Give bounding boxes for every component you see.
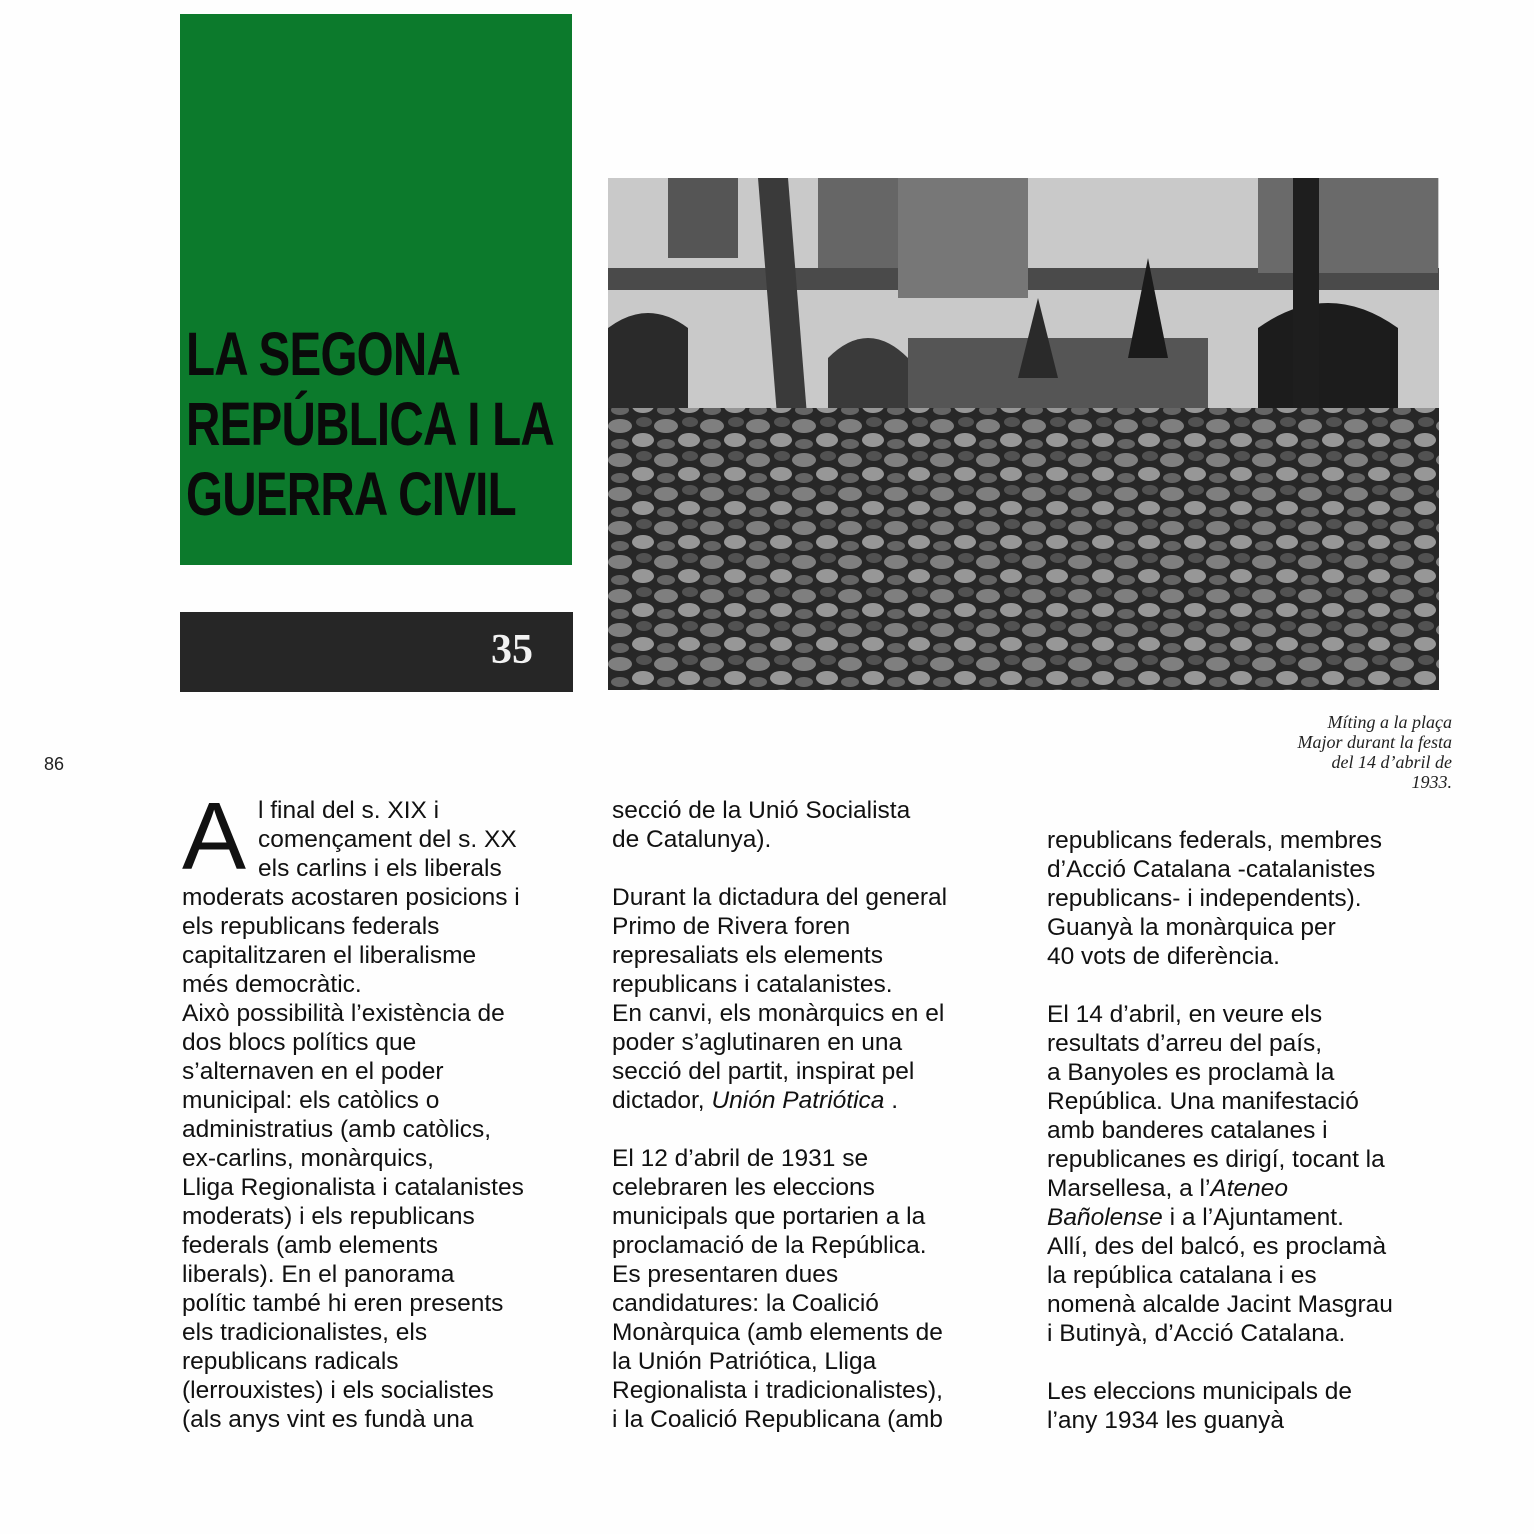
text-line: 40 vots de diferència. bbox=[1047, 943, 1280, 970]
text-line: República. Una manifestació bbox=[1047, 1088, 1359, 1115]
text-line: secció de la Unió Socialista bbox=[612, 797, 911, 824]
text-line: més democràtic. bbox=[182, 971, 362, 998]
photo-crowd-rally-icon bbox=[608, 178, 1439, 690]
text-line: dos blocs polítics que bbox=[182, 1029, 417, 1056]
text-line: ex-carlins, monàrquics, bbox=[182, 1145, 434, 1172]
text-line: moderats acostaren posicions i bbox=[182, 884, 520, 911]
text-line: (als anys vint es fundà una bbox=[182, 1406, 474, 1433]
page-number: 86 bbox=[44, 754, 65, 774]
text-line: republicanes es dirigí, tocant la bbox=[1047, 1146, 1385, 1173]
text-line: nomenà alcalde Jacint Masgrau bbox=[1047, 1291, 1393, 1318]
text-line: resultats d’arreu del país, bbox=[1047, 1030, 1323, 1057]
text-line: Allí, des del balcó, es proclamà bbox=[1047, 1233, 1387, 1260]
italic-text: Bañolense bbox=[1047, 1204, 1163, 1231]
chapter-number: 35 bbox=[491, 627, 533, 673]
text-line: republicans i catalanistes. bbox=[612, 971, 893, 998]
text-line: Monàrquica (amb elements de bbox=[612, 1319, 943, 1346]
chapter-title-line: LA SEGONA bbox=[186, 320, 461, 388]
text-line: l final del s. XIX i bbox=[258, 797, 440, 824]
text-fragment: dictador, bbox=[612, 1087, 705, 1114]
italic-text: Ateneo bbox=[1210, 1175, 1289, 1202]
text-line: moderats) i els republicans bbox=[182, 1203, 475, 1230]
text-line: Regionalista i tradicionalistes), bbox=[612, 1377, 943, 1404]
text-line bbox=[612, 1086, 947, 1115]
italic-text: Unión Patriótica bbox=[711, 1087, 885, 1114]
text-line: els carlins i els liberals bbox=[258, 855, 502, 882]
caption-line: Major durant la festa bbox=[1297, 732, 1452, 752]
chapter-title-line: GUERRA CIVIL bbox=[186, 460, 516, 528]
text-fragment: i a l’Ajuntament. bbox=[1162, 1204, 1344, 1231]
chapter-title bbox=[186, 319, 554, 529]
text-line: celebraren les eleccions bbox=[612, 1174, 875, 1201]
text-line: El 14 d’abril, en veure els bbox=[1047, 1001, 1323, 1028]
text-line: començament del s. XX bbox=[258, 826, 517, 853]
text-line: republicans- i independents). bbox=[1047, 885, 1362, 912]
photo-caption bbox=[1192, 712, 1452, 792]
drop-cap: A bbox=[182, 783, 247, 890]
text-column-3 bbox=[1047, 826, 1393, 1435]
text-line: els republicans federals bbox=[182, 913, 440, 940]
text-line: municipals que portarien a la bbox=[612, 1203, 926, 1230]
text-line: amb banderes catalanes i bbox=[1047, 1117, 1328, 1144]
text-line: la república catalana i es bbox=[1047, 1262, 1317, 1289]
text-line: liberals). En el panorama bbox=[182, 1261, 455, 1288]
chapter-title-box bbox=[180, 14, 572, 565]
text-line: represaliats els elements bbox=[612, 942, 883, 969]
text-line: federals (amb elements bbox=[182, 1232, 439, 1259]
text-line bbox=[1047, 1174, 1393, 1203]
text-line: s’alternaven en el poder bbox=[182, 1058, 444, 1085]
text-line: municipal: els catòlics o bbox=[182, 1087, 440, 1114]
text-line: candidatures: la Coalició bbox=[612, 1290, 879, 1317]
text-line: els tradicionalistes, els bbox=[182, 1319, 428, 1346]
text-line: poder s’aglutinaren en una bbox=[612, 1029, 903, 1056]
caption-line: 1933. bbox=[1411, 772, 1452, 792]
text-column-1 bbox=[182, 783, 524, 1434]
text-fragment: Marsellesa, a l’ bbox=[1047, 1175, 1211, 1202]
text-line: republicans radicals bbox=[182, 1348, 399, 1375]
caption-line: del 14 d’abril de bbox=[1331, 752, 1452, 772]
text-line: l’any 1934 les guanyà bbox=[1047, 1407, 1285, 1434]
text-line: Les eleccions municipals de bbox=[1047, 1378, 1353, 1405]
rally-photo bbox=[608, 178, 1439, 690]
text-line: de Catalunya). bbox=[612, 826, 772, 853]
text-line: Durant la dictadura del general bbox=[612, 884, 948, 911]
text-line: la Unión Patriótica, Lliga bbox=[612, 1348, 877, 1375]
text-line: polític també hi eren presents bbox=[182, 1290, 504, 1317]
text-line: secció del partit, inspirat pel bbox=[612, 1058, 915, 1085]
text-line: capitalitzaren el liberalisme bbox=[182, 942, 477, 969]
text-line: Primo de Rivera foren bbox=[612, 913, 851, 940]
text-line: a Banyoles es proclamà la bbox=[1047, 1059, 1335, 1086]
text-line: i Butinyà, d’Acció Catalana. bbox=[1047, 1320, 1346, 1347]
text-line: republicans federals, membres bbox=[1047, 827, 1382, 854]
text-line: Això possibilità l’existència de bbox=[182, 1000, 505, 1027]
text-line: Es presentaren dues bbox=[612, 1261, 839, 1288]
text-fragment: . bbox=[891, 1087, 899, 1114]
text-line: En canvi, els monàrquics en el bbox=[612, 1000, 945, 1027]
text-line: El 12 d’abril de 1931 se bbox=[612, 1145, 869, 1172]
text-column-2 bbox=[612, 796, 947, 1434]
text-line: i la Coalició Republicana (amb bbox=[612, 1406, 943, 1433]
chapter-number-bar bbox=[180, 612, 573, 692]
caption-line: Míting a la plaça bbox=[1327, 712, 1452, 732]
text-line: proclamació de la República. bbox=[612, 1232, 927, 1259]
text-line: Lliga Regionalista i catalanistes bbox=[182, 1174, 524, 1201]
text-line bbox=[1047, 1203, 1393, 1232]
text-line: administratius (amb catòlics, bbox=[182, 1116, 492, 1143]
text-line: (lerrouxistes) i els socialistes bbox=[182, 1377, 494, 1404]
text-line: Guanyà la monàrquica per bbox=[1047, 914, 1336, 941]
text-line: d’Acció Catalana -catalanistes bbox=[1047, 856, 1376, 883]
chapter-title-line: REPÚBLICA I LA bbox=[186, 390, 554, 458]
